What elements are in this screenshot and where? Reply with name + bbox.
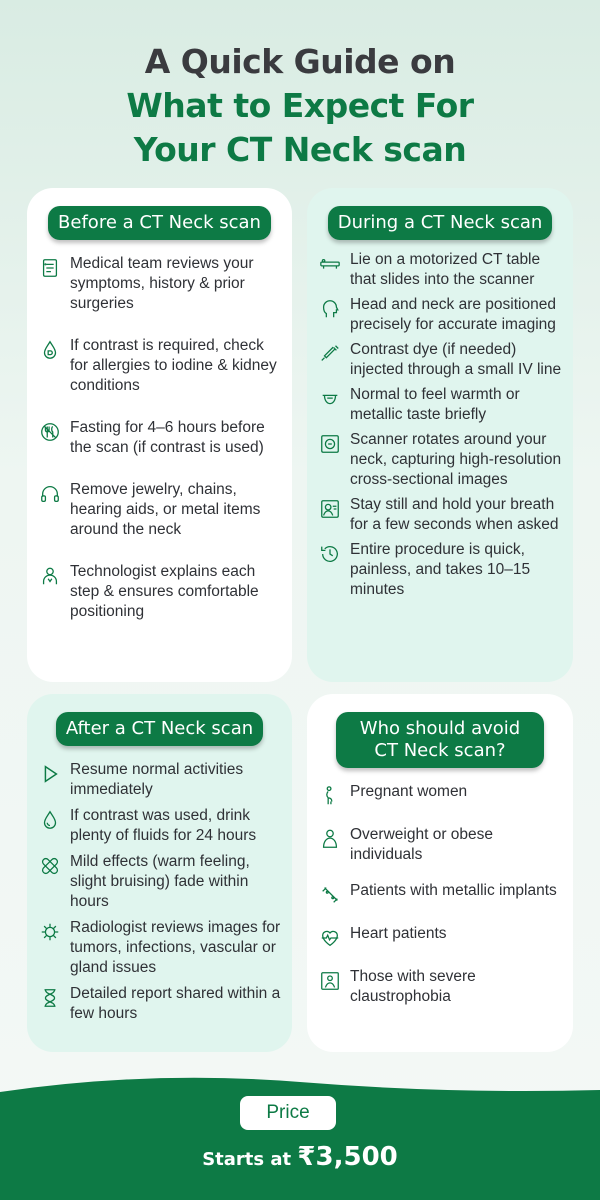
list-item: Medical team reviews your symptoms, history & prior surgeries [37, 254, 282, 314]
implant-icon [317, 882, 343, 908]
before-scan-heading: Before a CT Neck scan [48, 206, 271, 240]
list-item: Overweight or obese individuals [317, 825, 563, 865]
mouth-icon [317, 386, 343, 412]
headphones-icon [37, 481, 63, 507]
hourglass-icon [37, 985, 63, 1011]
bandage-icon [37, 853, 63, 879]
breath-icon [317, 496, 343, 522]
drop-icon [37, 337, 63, 363]
title-line-3: Your CT Neck scan [133, 130, 467, 169]
list-item: Radiologist reviews images for tumors, infections, vascular or gland issues [37, 918, 282, 978]
title-line-2: What to Expect For [126, 86, 474, 125]
list-item: Resume normal activities immediately [37, 760, 282, 800]
list-item: Pregnant women [317, 782, 563, 809]
claustrophobia-icon [317, 968, 343, 994]
price-value: Starts at ₹3,500 [202, 1142, 398, 1172]
list-item: Contrast dye (if needed) injected through a small IV line [317, 340, 563, 380]
after-scan-heading: After a CT Neck scan [56, 712, 263, 746]
price-footer [0, 1070, 600, 1200]
pregnant-icon [317, 783, 343, 809]
list-item: Stay still and hold your breath for a few seconds when asked [317, 495, 563, 535]
title-line-1: A Quick Guide on [144, 42, 456, 81]
list-item: Detailed report shared within a few hours [37, 984, 282, 1024]
list-item: Technologist explains each step & ensures comfortable positioning [37, 562, 282, 622]
list-item: Mild effects (warm feeling, slight bruising) fade within hours [37, 852, 282, 912]
list-item: Heart patients [317, 924, 563, 951]
head-icon [317, 296, 343, 322]
list-item: Scanner rotates around your neck, capturing high-resolution cross-sectional images [317, 430, 563, 490]
list-item: Entire procedure is quick, painless, and takes 10–15 minutes [317, 540, 563, 600]
scanner-icon [317, 431, 343, 457]
footer-wave [0, 1070, 600, 1200]
water-drop-icon [37, 807, 63, 833]
technologist-icon [37, 563, 63, 589]
virus-icon [37, 919, 63, 945]
list-item: Those with severe claustrophobia [317, 967, 563, 1007]
clock-icon [317, 541, 343, 567]
list-item: Normal to feel warmth or metallic taste briefly [317, 385, 563, 425]
list-item: Patients with metallic implants [317, 881, 563, 908]
after-scan-card [27, 694, 292, 1052]
price-label: Price [240, 1096, 336, 1130]
who-should-avoid-heading: Who should avoid CT Neck scan? [336, 712, 544, 768]
heart-icon [317, 925, 343, 951]
clipboard-icon [37, 255, 63, 281]
no-food-icon [37, 419, 63, 445]
page-title [0, 40, 600, 172]
who-should-avoid-card [307, 694, 573, 1052]
list-item: If contrast is required, check for allergies to iodine & kidney conditions [37, 336, 282, 396]
list-item: Head and neck are positioned precisely for accurate imaging [317, 295, 563, 335]
person-icon [317, 826, 343, 852]
list-item: If contrast was used, drink plenty of fluids for 24 hours [37, 806, 282, 846]
list-item: Lie on a motorized CT table that slides into the scanner [317, 250, 563, 290]
during-scan-heading: During a CT Neck scan [328, 206, 553, 240]
during-scan-card [307, 188, 573, 682]
syringe-icon [317, 341, 343, 367]
ct-table-icon [317, 251, 343, 277]
before-scan-card [27, 188, 292, 682]
play-icon [37, 761, 63, 787]
list-item: Fasting for 4–6 hours before the scan (if contrast is used) [37, 418, 282, 458]
list-item: Remove jewelry, chains, hearing aids, or metal items around the neck [37, 480, 282, 540]
